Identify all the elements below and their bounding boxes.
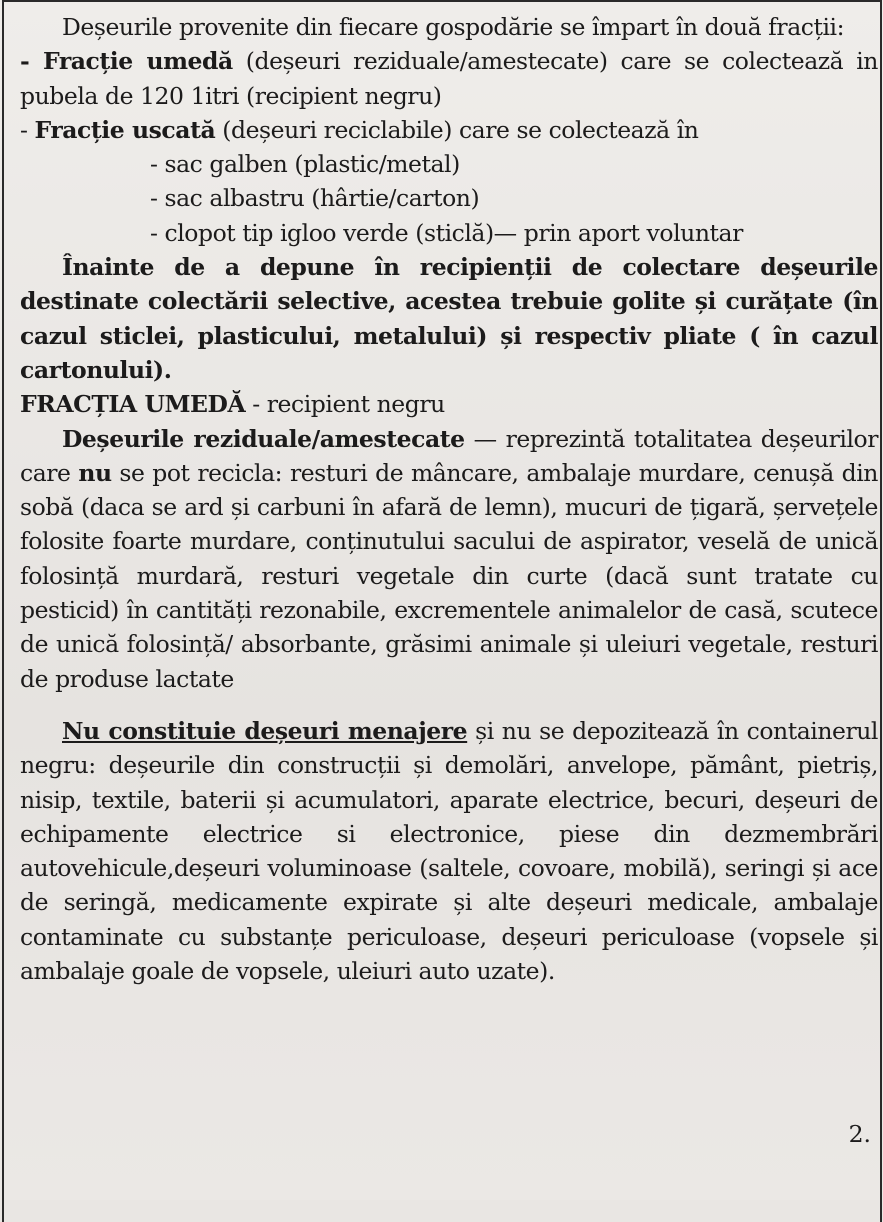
section-title: FRACȚIA UMEDĂ — [20, 390, 246, 419]
dry-fraction-title: Fracție uscată — [34, 115, 216, 144]
exclusion-text: și nu se depozitează în containerul negru: deșeurile din construcții și demolări, anvelope, pământ, pietriș, nisip, textile, baterii și acumulatori, aparate electrice, becuri, deșeuri de echipamente electrice si electronice, piese din dezmembrări autovehicule,deșeuri voluminoase (saltele, covoare, mobilă), seringi și ace de seringă, medicamente expirate și alte deșeuri medicale, ambalaje contaminate cu substanțe periculoase, deșeuri periculoase (vopsele și ambalaje goale de vopsele, uleiuri auto uzate). — [20, 716, 878, 986]
residual-text-1: — reprezintă totalitatea deșeurilor care — [20, 424, 878, 487]
wet-fraction-text: (deșeuri reziduale/amestecate) care se colectează in pubela de 120 1itri (recipient negru) — [20, 47, 878, 110]
section-heading — [20, 387, 878, 421]
dry-fraction-line — [20, 113, 878, 147]
wet-bullet: - — [20, 47, 44, 76]
list-item-blue-bag: - sac albastru (hârtie/carton) — [150, 184, 480, 213]
page-number: 2. — [848, 1120, 871, 1148]
document-body — [20, 6, 878, 988]
list-item-green-igloo: - clopot tip igloo verde (sticlă)— prin aport voluntar — [150, 218, 743, 247]
dry-fraction-text: (deșeuri reciclabile) care se colectează în — [215, 115, 699, 144]
list-item-yellow-bag: - sac galben (plastic/metal) — [150, 150, 460, 179]
residual-paragraph — [20, 422, 878, 696]
exclusion-paragraph — [20, 714, 878, 988]
dry-bullet: - — [20, 115, 35, 144]
residual-text-2: se pot recicla: resturi de mâncare, ambalaje murdare, cenușă din sobă (daca se ard și carbuni în afară de lemn), mucuri de țigară, șervețele folosite foarte murdare, conținutului sacului de aspirator, veselă de unică folosință murdară, resturi vegetale din curte (dacă sunt tratate cu pesticid) în cantități rezonabile, excrementele animalelor de casă, scutece de unică folosință/ absorbante, grăsimi animale și uleiuri vegetale, resturi de produse lactate — [20, 458, 878, 693]
residual-nu: nu — [78, 458, 112, 487]
wet-fraction-title: Fracție umedă — [43, 47, 233, 76]
notice-paragraph: Înainte de a depune în recipienții de colectare deșeurile destinate colectării selective, acestea trebuie golite și curățate (în cazul sticlei, plasticului, metalului) și respectiv pliate ( în cazul cartonului). — [20, 253, 878, 384]
section-subtitle: - recipient negru — [245, 390, 445, 419]
residual-term: Deșeurile reziduale/amestecate — [62, 424, 465, 453]
intro-paragraph: Deșeurile provenite din fiecare gospodărie se împart în două fracții: — [62, 13, 845, 41]
exclusion-heading: Nu constituie deșeuri menajere — [62, 716, 468, 745]
wet-fraction-line — [20, 44, 878, 113]
